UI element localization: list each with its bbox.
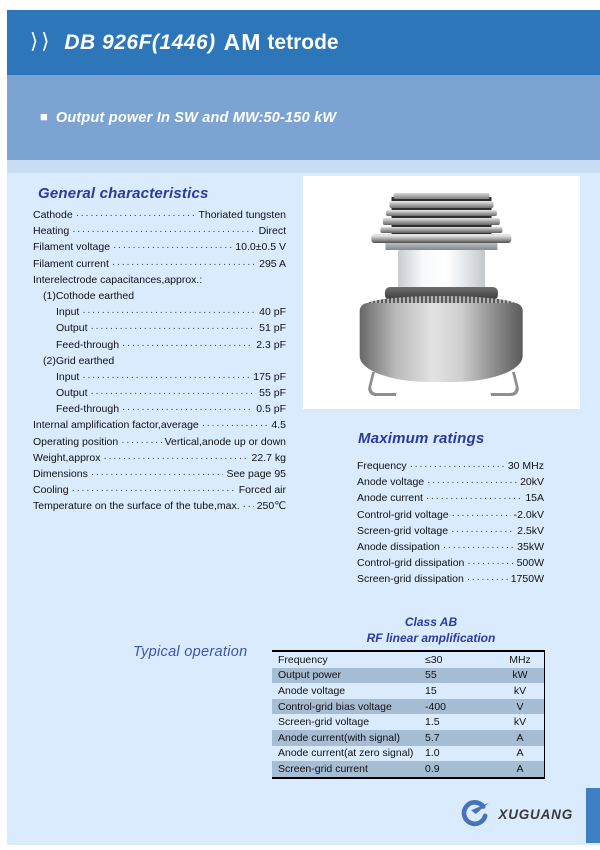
spec-value: 10.0±0.5 V bbox=[235, 241, 286, 254]
spec-label: (2)Grid earthed bbox=[43, 354, 115, 367]
tube-contact-ring bbox=[385, 210, 496, 217]
spec-value: 2.3 pF bbox=[256, 338, 286, 351]
spec-value: 51 pF bbox=[259, 322, 286, 335]
param-cell: Anode voltage bbox=[278, 684, 346, 697]
spec-value: 40 pF bbox=[259, 306, 286, 319]
spec-value: Direct bbox=[258, 225, 286, 238]
spec-label: Control-grid voltage bbox=[357, 508, 449, 521]
spec-row bbox=[33, 401, 286, 417]
spec-label: Cathode bbox=[33, 209, 73, 221]
param-cell: Output power bbox=[278, 669, 342, 682]
spec-label: Operating position bbox=[33, 435, 119, 448]
dotted-leader bbox=[82, 304, 256, 321]
unit-cell: A bbox=[516, 762, 524, 775]
param-cell: Control-grid bias voltage bbox=[278, 700, 392, 713]
general-characteristics-heading: General characteristics bbox=[38, 185, 209, 202]
dotted-leader bbox=[91, 320, 257, 337]
dotted-leader bbox=[91, 385, 257, 402]
xuguang-logo-icon bbox=[456, 800, 490, 828]
unit-cell: MHz bbox=[509, 653, 531, 666]
value-cell: 55 bbox=[425, 669, 437, 682]
typical-operation-label: Typical operation bbox=[133, 644, 248, 660]
spec-label: Output bbox=[56, 322, 88, 335]
spec-value: 15A bbox=[525, 492, 544, 505]
spec-row bbox=[33, 482, 286, 498]
spec-value: 500W bbox=[516, 557, 544, 570]
dotted-leader bbox=[113, 239, 232, 256]
param-cell: Anode current(with signal) bbox=[278, 731, 400, 744]
tube-flange bbox=[371, 234, 511, 243]
class-line2: RF linear amplification bbox=[366, 631, 496, 645]
spec-label: Feed-through bbox=[56, 338, 120, 351]
tube-contact-ring bbox=[380, 227, 502, 234]
spec-value: 20kV bbox=[520, 476, 544, 489]
tube-collar bbox=[385, 243, 497, 250]
spec-label: Weight,approx bbox=[33, 451, 101, 464]
maximum-ratings-heading: Maximum ratings bbox=[358, 430, 485, 447]
unit-cell: kV bbox=[513, 716, 527, 729]
spec-label: Anode voltage bbox=[357, 476, 425, 489]
spec-value: -2.0kV bbox=[513, 508, 544, 521]
dotted-leader bbox=[443, 539, 514, 556]
dotted-leader bbox=[76, 207, 196, 224]
spec-value: 175 pF bbox=[253, 370, 286, 383]
unit-cell: A bbox=[516, 731, 524, 744]
table-row bbox=[272, 683, 544, 699]
table-row bbox=[272, 668, 544, 684]
brand-logo bbox=[456, 800, 573, 828]
dotted-leader bbox=[452, 507, 511, 524]
tube-right-leg bbox=[485, 372, 521, 396]
table-row bbox=[272, 699, 544, 715]
spec-label: Internal amplification factor,average bbox=[33, 419, 199, 432]
dotted-leader bbox=[427, 474, 517, 491]
page-title-type: tetrode bbox=[267, 30, 339, 54]
value-cell: 1.0 bbox=[425, 747, 440, 760]
tube-top-cap bbox=[393, 193, 489, 199]
table-row bbox=[272, 761, 544, 777]
spec-row bbox=[357, 571, 544, 587]
spec-label: Output bbox=[56, 387, 88, 400]
spec-row bbox=[33, 239, 286, 255]
tube-illustration bbox=[303, 176, 580, 409]
spec-value: 0.5 pF bbox=[256, 403, 286, 416]
spec-label: Interelectrode capacitances,approx.: bbox=[33, 273, 203, 286]
spec-row bbox=[33, 272, 286, 288]
tube-ceramic-insulator bbox=[398, 250, 485, 289]
bottom-page-margin bbox=[0, 845, 600, 850]
chevrons-icon: ⟩⟩ bbox=[30, 30, 53, 53]
spec-row bbox=[33, 353, 286, 369]
spec-row bbox=[357, 474, 544, 490]
typical-operation-table bbox=[272, 650, 545, 779]
spec-row bbox=[33, 434, 286, 450]
maximum-ratings-list bbox=[357, 458, 544, 588]
param-cell: Anode current(at zero signal) bbox=[278, 747, 414, 760]
spec-row bbox=[33, 417, 286, 433]
spec-label: Cooling bbox=[33, 484, 69, 497]
spec-label: Anode dissipation bbox=[357, 540, 440, 553]
spec-row bbox=[33, 337, 286, 353]
dotted-leader bbox=[243, 498, 254, 515]
dotted-leader bbox=[121, 434, 161, 451]
spec-label: Dimensions bbox=[33, 468, 88, 480]
tube-contact-ring bbox=[389, 201, 493, 208]
spec-row bbox=[33, 256, 286, 272]
spec-label: Control-grid dissipation bbox=[357, 557, 465, 570]
spec-value: 4.5 bbox=[271, 419, 286, 432]
value-cell: -400 bbox=[425, 700, 447, 713]
table-row bbox=[272, 730, 544, 746]
dotted-leader bbox=[122, 401, 253, 418]
spec-row bbox=[33, 498, 286, 514]
param-cell: Frequency bbox=[278, 653, 328, 666]
dotted-leader bbox=[426, 490, 522, 507]
spec-row bbox=[357, 539, 544, 555]
spec-value: 250℃ bbox=[256, 500, 286, 513]
class-ab-header bbox=[272, 614, 590, 646]
dotted-leader bbox=[122, 337, 253, 354]
spec-label: Temperature on the surface of the tube,max. bbox=[33, 500, 240, 513]
dotted-leader bbox=[72, 482, 236, 499]
dotted-leader bbox=[451, 523, 514, 540]
tube-anode-body bbox=[359, 303, 522, 382]
title-band bbox=[7, 10, 600, 75]
class-line1: Class AB bbox=[404, 615, 458, 629]
spec-value: Forced air bbox=[238, 484, 286, 497]
spec-label: Filament current bbox=[33, 257, 109, 270]
spec-row bbox=[357, 490, 544, 506]
spec-row bbox=[33, 466, 286, 482]
spec-value: Thoriated tungsten bbox=[198, 209, 286, 221]
page-title-model: DB 926F(1446) bbox=[64, 30, 216, 54]
spec-label: Input bbox=[56, 306, 80, 319]
unit-cell: kV bbox=[513, 684, 527, 697]
unit-cell: A bbox=[516, 747, 524, 760]
spec-value: See page 95 bbox=[226, 468, 286, 480]
dotted-leader bbox=[467, 571, 508, 588]
spec-row bbox=[33, 304, 286, 320]
table-row bbox=[272, 652, 544, 668]
table-row bbox=[272, 746, 544, 762]
spec-value: 1750W bbox=[510, 573, 544, 586]
table-row bbox=[272, 714, 544, 730]
spec-row bbox=[33, 385, 286, 401]
dotted-leader bbox=[91, 466, 224, 483]
tube-photo bbox=[303, 176, 580, 409]
spec-label: Anode current bbox=[357, 492, 423, 505]
spec-row bbox=[357, 523, 544, 539]
tube-left-leg bbox=[366, 372, 402, 396]
spec-value: 2.5kV bbox=[517, 524, 544, 537]
subtitle-text: Output power In SW and MW:50-150 kW bbox=[55, 109, 337, 126]
spec-row bbox=[33, 207, 286, 223]
value-cell: ≤30 bbox=[425, 653, 443, 666]
spec-value: Vertical,anode up or down bbox=[164, 435, 286, 448]
dotted-leader bbox=[467, 555, 513, 572]
spec-row bbox=[33, 288, 286, 304]
spec-label: Filament voltage bbox=[33, 241, 111, 254]
spec-row bbox=[357, 507, 544, 523]
spec-label: Frequency bbox=[357, 460, 407, 472]
square-bullet-icon: ■ bbox=[40, 109, 48, 124]
spec-label: Feed-through bbox=[56, 403, 120, 416]
unit-cell: kW bbox=[512, 669, 528, 682]
unit-cell: V bbox=[516, 700, 524, 713]
spec-value: 295 A bbox=[259, 257, 286, 270]
divider-strip bbox=[7, 160, 600, 173]
value-cell: 0.9 bbox=[425, 762, 440, 775]
spec-row bbox=[33, 450, 286, 466]
spec-label: (1)Cothode earthed bbox=[43, 289, 135, 302]
spec-row bbox=[357, 458, 544, 474]
param-cell: Screen-grid voltage bbox=[278, 716, 370, 729]
param-cell: Screen-grid current bbox=[278, 762, 368, 775]
spec-row bbox=[33, 223, 286, 239]
value-cell: 15 bbox=[425, 684, 437, 697]
spec-value: 30 MHz bbox=[507, 460, 544, 472]
spec-row bbox=[33, 369, 286, 385]
spec-label: Heating bbox=[33, 225, 70, 238]
subtitle-band bbox=[7, 75, 600, 160]
spec-value: 35kW bbox=[517, 540, 544, 553]
spec-label: Input bbox=[56, 370, 80, 383]
dotted-leader bbox=[72, 223, 255, 240]
value-cell: 1.5 bbox=[425, 716, 440, 729]
value-cell: 5.7 bbox=[425, 731, 440, 744]
spec-row bbox=[357, 555, 544, 571]
spec-value: 22.7 kg bbox=[251, 451, 286, 464]
general-characteristics-list bbox=[33, 207, 286, 515]
dotted-leader bbox=[112, 256, 256, 273]
brand-name: XUGUANG bbox=[498, 806, 573, 822]
spec-label: Screen-grid voltage bbox=[357, 524, 449, 537]
tube-contact-ring bbox=[382, 218, 499, 225]
spec-label: Screen-grid dissipation bbox=[357, 573, 464, 586]
dotted-leader bbox=[202, 417, 269, 434]
footer-accent-bar bbox=[586, 788, 600, 843]
spec-row bbox=[33, 320, 286, 336]
dotted-leader bbox=[104, 450, 249, 467]
spec-value: 55 pF bbox=[259, 387, 286, 400]
dotted-leader bbox=[82, 369, 250, 386]
dotted-leader bbox=[410, 458, 505, 475]
page-title-am: AM bbox=[223, 29, 262, 55]
